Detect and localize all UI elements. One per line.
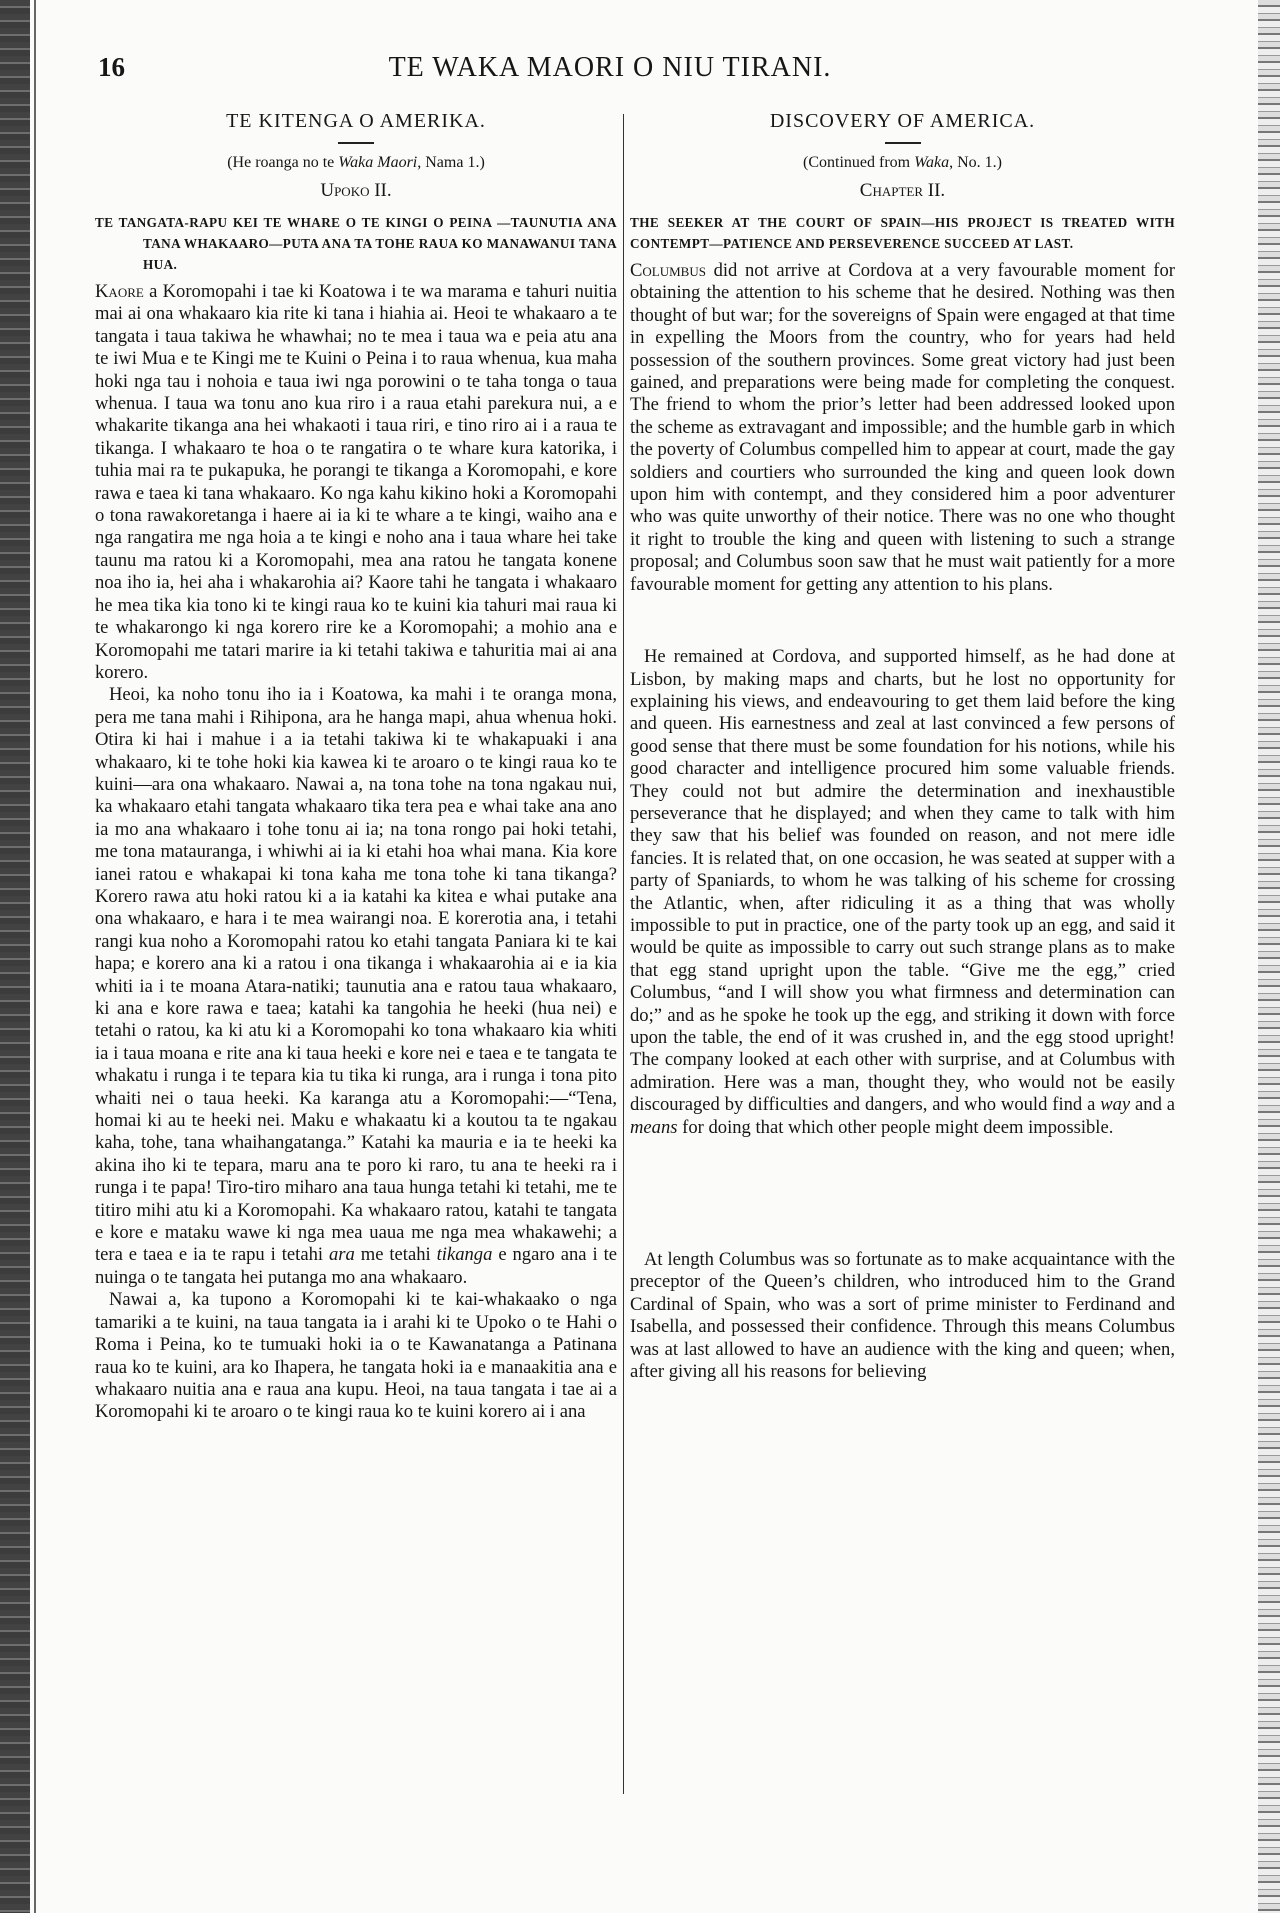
source-number: , No. 1.) [949, 154, 1002, 171]
article-source [95, 154, 617, 180]
source-text: (He roanga no te [227, 154, 339, 171]
text-run: for doing that which other people might deem impossible. [677, 1116, 1114, 1138]
page-edge [1258, 0, 1280, 1913]
text-run: At length Columbus was so fortunate as to make acquaintance with the preceptor of the Queen’s children, who introduced him to the Grand Cardinal of Spain, who was a sort of prime minister to Ferdinand and Isabella, and possessed their confidence. Through this means Columbus was at last allowed to have an audience with the king and queen; when, after giving all his reasons for believing [630, 1249, 1175, 1383]
paragraph [95, 281, 617, 684]
chapter-title: Upoko II. [320, 180, 392, 201]
article-title: TE KITENGA O AMERIKA. [226, 110, 486, 132]
text-run: and a [1130, 1094, 1175, 1116]
source-publication: Waka Maori [338, 154, 418, 171]
title-rule [885, 142, 921, 144]
text-run: did not arrive at Cordova at a very favourable moment for obtaining the attention to his scheme that he desired. Nothing was then thought of but war; for the sovereigns of Spain were engaged at that time in expelling the Moors from the country, who for years had held possession of the southern provinces. Some great victory had just been gained, and preparations were being made for completing the conquest. The friend to whom the prior’s letter had been addressed looked upon the scheme as extravagant and impossible; and the humble garb in which the poverty of Columbus compelled him to appear at court, made the gay soldiers and courtiers who surrounded the king and queen look down upon him with contempt, and they considered him a poor adventurer who was quite unworthy of their notice. There was no one who thought it right to trouble the king and queen with listening to such a strange proposal; and Columbus soon saw that he must wait patiently for a more favourable moment for getting any attention to his plans. [630, 260, 1175, 595]
binding-line [34, 0, 36, 1913]
source-text: (Continued from [803, 154, 915, 171]
text-run: Kaore [95, 281, 144, 302]
text-run: He remained at Cordova, and supported himself, as he had done at Lisbon, by making maps and charts, but he lost no opportunity for explaining his views, and endeavouring to get them laid before the king and queen. His earnestness and zeal at last convinced a few persons of good sense that there must be some foundation for his notions, while his good character and intelligence procured him some valuable friends. They could not but admire the determination and inexhaustible perseverance that he displayed; and when they came to talk with him they saw that his belief was founded on reason, and not mere idle fancies. It is related that, on one occasion, he was seated at supper with a party of Spaniards, to whom he was talking of his scheme for crossing the Atlantic, when, after ridiculing it as a thing that was wholly impossible to put in practice, one of the party took up an egg, and said it would be quite as impossible to carry out such strange plans as to make that egg stand upright upon the table. “Give me the egg,” cried Columbus, “and I will show you what firmness and determination can do;” and as he spoke he took up the egg, and striking it down with force upon the table, the end of it was crushed in, and the egg stood upright! The company looked at each other with surprise, and at Columbus with admiration. Here was a man, thought they, who would not be easily discouraged by difficulties and dangers, and who would find a [630, 646, 1175, 1116]
paragraph [630, 1249, 1175, 1383]
text-run: Heoi, ka noho tonu iho ia i Koatowa, ka mahi i te oranga mona, pera me tana mahi i Rihipona, ara he hanga mapi, ahua whenua hoki. Otira ki hai i mahue i a ia tetahi takiwa ki te whakapuaki i ana whakaaro, ki te tohe hoki kia kawea ki te aroaro o te kingi raua ko te kuini—ara ona whakaaro. Nawai a, na tona tohe na tona ngakau nui, ka whakaaro etahi tangata whakaaro tika tera pea e whai take ana ano ia mo ana whakaaro i tohe tonu ai ia; na tona rongo pai hoki tetahi, me tona matauranga, i whiwhi ai ia ki etahi hoa whai mana. Kia kore ianei ratou e whakapai ki tona kaha me tona tohe ki tana tikanga? Korero rawa atu hoki ratou ki a ia katahi ka kitea e whai putake ana ona whakaaro, e hara i te mea wairangi noa. E korerotia ana, i tetahi rangi kua noho a Koromopahi ratou ko etahi tangata Paniara ki te kai hapa; e korero ana ki a ratou i ona tikanga i whakaarohia ai e ia kia whiti ia i te moana Atara-natiki; taunutia ana e ratou taua whakaaro, ki ana e kore rawa e taea; katahi ka tangohia he heeki (hua nei) e tetahi o ratou, ka ki atu ki a Koromopahi ko tona whakaaro kia whiti ia i taua moana e rite ana ki taua heeki e kore nei e taea e te tangata te whakatu i runga i te tepara kia tu tika ki runga, ara i runga i tona pito whaiti nei o taua heeki. Ka karanga atu a Koromopahi:—“Tena, homai ki au te heeki nei. Maku e whakaatu ki a koutou ta te ngakau kaha, tohe, tana whaihangatanga.” Katahi ka mauria e ia te heeki ka akina iho ki te tepara, maru ana te poro ki raro, tu ana te heeki ra i runga i te papa! Tiro-tiro miharo ana taua hunga tetahi ki tetahi, me te titiro mihi atu ki a Koromopahi. Ka whakaaro ratou, katahi te tangata e kore e mataku wawe ki nga mea uaua me nga mea whakawehi; a tera e taea e ia te rapu i tetahi [95, 684, 617, 1266]
article-title: DISCOVERY OF AMERICA. [769, 110, 1036, 132]
article-body [95, 281, 617, 1424]
article-body [630, 260, 1175, 1383]
maori-column [95, 110, 617, 1424]
text-run: a Koromopahi i tae ki Koatowa i te wa marama e tahuri nuitia mai ai ona whakaaro kia rite ki tana i hiahia ai. Heoi te whakaaro a te tangata i taua takiwa he whawhai; no te mea i taua wa e peia atu ana te iwi Mua e te Kingi me te Kuini o Peina i to raua whenua, kua maha hoki nga tau i nohoia e taua iwi nga porowini o te taha tonga o taua whenua. I taua wa tonu ano kua riro i a raua etahi parekura nui, a e whakarite tikanga ana hei whakaoti i taua riri, e tino riro ai i a raua te tikanga. I whakaaro te hoa o te rangatira o te whare kura katorika, i tuhia mai ra te pukapuka, he porangi te tikanga a Koromopahi, e kore rawa e taea ki tana whakaaro. Ko nga kahu kikino hoki a Koromopahi o tona rawakoretanga i haere ai ia ki te whare a te kingi, waiho ana e nga rangatira me nga hoia a te kingi e noho ana i taua whare hei take taunu ma ratou ki a Koromopahi, mea ana ratou he tangata konene noa iho ia, hei aha i whakarohia ai? Kaore tahi he tangata i whakaaro he mea tika kia tono ki te kingi raua ko te kuini kia tahuri mai raua ki te whakarongo ki nga korero rire ke a Koromopahi; a mohio ana e Koromopahi me tatari marire ia ki tetahi takiwa e tahuritia mai ai ana korero. [95, 281, 617, 683]
italic-text: means [630, 1116, 678, 1138]
binding-edge [0, 0, 30, 1913]
italic-text: ara [328, 1244, 355, 1266]
page-number: 16 [98, 52, 125, 82]
text-run: Nawai a, ka tupono a Koromopahi ki te kai-whakaako o nga tamariki a te kuini, na taua tangata ia i arahi ki te Upoko o te Hahi o Roma i Peina, ko te tumuaki hoki ia o te Kawanatanga a Patinana raua ko te kuini, ara ko Ihapera, he tangata hoki ia e manaakitia ana e whakaaro nuitia ana e raua ana kupu. Heoi, na taua tangata i tae ai a Koromopahi ki te aroaro o te kingi raua ko te kuini korero ai i ana [95, 1289, 617, 1423]
source-number: , Nama 1.) [417, 154, 485, 171]
paragraph [95, 684, 617, 1289]
column-divider [623, 114, 624, 1794]
chapter-title: Chapter II. [859, 180, 946, 201]
newspaper-title: TE WAKA MAORI O NIU TIRANI. [388, 52, 832, 83]
italic-text: tikanga [436, 1244, 493, 1266]
paragraph [630, 646, 1175, 1139]
text-run: e ngaro ana i te nuinga o te tangata hei putanga mo ana whakaaro. [95, 1244, 617, 1288]
title-rule [338, 142, 374, 144]
article-source [630, 154, 1175, 180]
chapter-summary: THE SEEKER AT THE COURT OF SPAIN—HIS PROJECT IS TREATED WITH CONTEMPT—PATIENCE AND PERSEVERENCE SUCCEED AT LAST. [630, 215, 1175, 251]
text-run: Columbus [630, 260, 706, 281]
paragraph [95, 1289, 617, 1423]
source-publication: Waka [914, 154, 950, 171]
italic-text: way [1100, 1094, 1131, 1116]
english-column [630, 110, 1175, 1383]
paragraph [630, 260, 1175, 596]
chapter-summary: TE TANGATA-RAPU KEI TE WHARE O TE KINGI O PEINA —TAUNUTIA ANA TANA WHAKAARO—PUTA ANA TA TOHE RAUA KO MANAWANUI TANA HUA. [95, 215, 617, 272]
text-run: me tetahi [354, 1244, 437, 1266]
